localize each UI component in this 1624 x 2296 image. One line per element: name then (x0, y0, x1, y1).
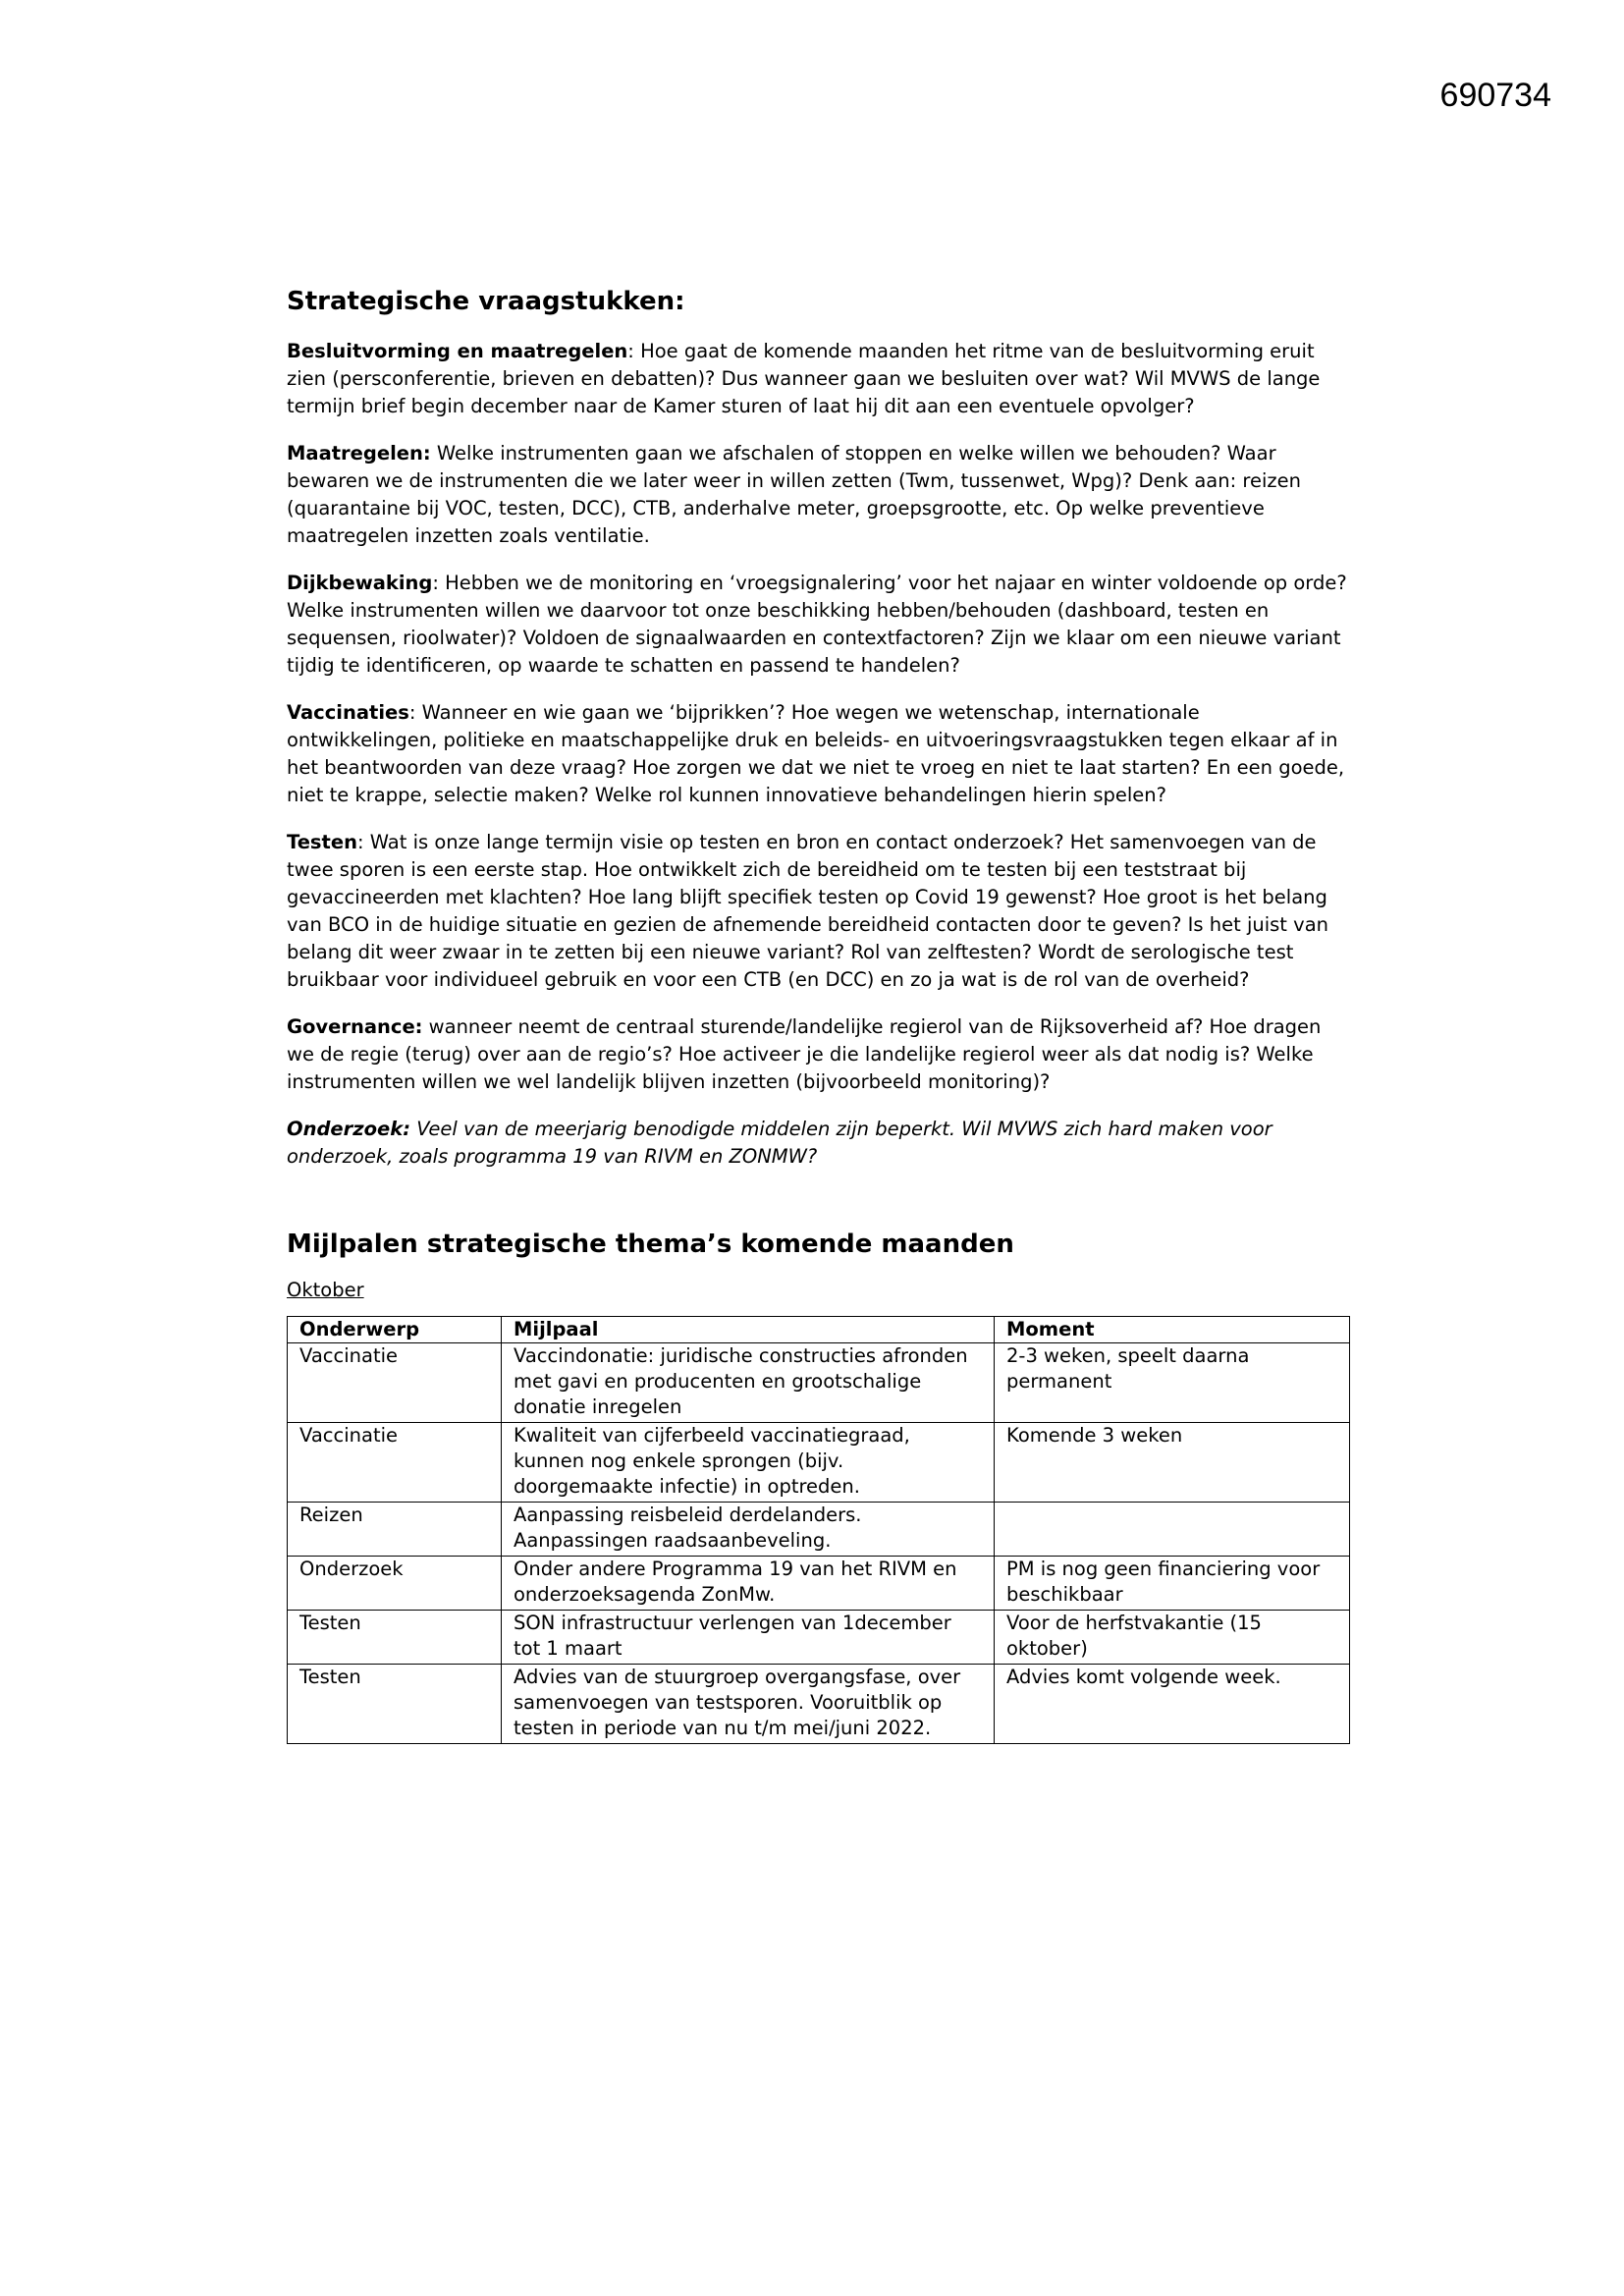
question-paragraph (287, 829, 1349, 994)
cell-mijlpaal: Advies van de stuurgroep overgangsfase, over samenvoegen van testsporen. Vooruitblik op testen in periode van nu t/m mei/juni 2022. (502, 1665, 995, 1744)
question-paragraph (287, 1116, 1349, 1171)
header-onderwerp: Onderwerp (288, 1317, 502, 1343)
paragraph-lead: Besluitvorming en maatregelen (287, 340, 628, 362)
cell-moment: Komende 3 weken (995, 1423, 1350, 1503)
document-number: 690734 (1439, 77, 1551, 114)
cell-moment: 2-3 weken, speelt daarna permanent (995, 1343, 1350, 1423)
cell-onderwerp: Onderzoek (288, 1557, 502, 1611)
paragraph-lead: Governance: (287, 1015, 423, 1038)
cell-onderwerp: Vaccinatie (288, 1343, 502, 1423)
table-row (288, 1503, 1350, 1557)
header-moment: Moment (995, 1317, 1350, 1343)
cell-mijlpaal: SON infrastructuur verlengen van 1december tot 1 maart (502, 1611, 995, 1665)
cell-mijlpaal: Onder andere Programma 19 van het RIVM en onderzoeksagenda ZonMw. (502, 1557, 995, 1611)
cell-onderwerp: Testen (288, 1611, 502, 1665)
paragraph-text: Welke instrumenten gaan we afschalen of stoppen en welke willen we behouden? Waar bewaren we de instrumenten die we later weer in willen zetten (Twm, tussenwet, Wpg)? Denk aan: reizen (quarantaine bij VOC, testen, DCC), CTB, anderhalve meter, groepsgrootte, etc. Op welke preventieve maatregelen inzetten zoals ventilatie. (287, 442, 1301, 547)
month-label: Oktober (287, 1279, 364, 1301)
paragraph-text: Veel van de meerjarig benodigde middelen zijn beperkt. Wil MVWS zich hard maken voor onderzoek, zoals programma 19 van RIVM en ZONMW? (287, 1118, 1272, 1168)
paragraph-text: wanneer neemt de centraal sturende/landelijke regierol van de Rijksoverheid af? Hoe dragen we de regie (terug) over aan de regio’s? Hoe activeer je die landelijke regierol weer als dat nodig is? Welke instrumenten willen we wel landelijk blijven inzetten (bijvoorbeeld monitoring)? (287, 1015, 1322, 1093)
table-row (288, 1343, 1350, 1423)
table-row (288, 1611, 1350, 1665)
paragraph-text: : Wat is onze lange termijn visie op testen en bron en contact onderzoek? Het samenvoegen van de twee sporen is een eerste stap. Hoe ontwikkelt zich de bereidheid om te testen bij een teststraat bij gevaccineerden met klachten? Hoe lang blijft specifiek testen op Covid 19 gewenst? Hoe groot is het belang van BCO in de huidige situatie en gezien de afnemende bereidheid contacten door te geven? Is het juist van belang dit weer zwaar in te zetten bij een nieuwe variant? Rol van zelftesten? Wordt de serologische test bruikbaar voor individueel gebruik en voor een CTB (en DCC) en zo ja wat is de rol van de overheid? (287, 831, 1328, 991)
cell-mijlpaal: Aanpassing reisbeleid derdelanders. Aanpassingen raadsaanbeveling. (502, 1503, 995, 1557)
paragraph-text: : Hebben we de monitoring en ‘vroegsignalering’ voor het najaar en winter voldoende op orde? Welke instrumenten willen we daarvoor tot onze beschikking hebben/behouden (dashboard, testen en sequensen, rioolwater)? Voldoen de signaalwaarden en contextfactoren? Zijn we klaar om een nieuwe variant tijdig te identificeren, op waarde te schatten en passend te handelen? (287, 572, 1347, 677)
cell-onderwerp: Reizen (288, 1503, 502, 1557)
cell-onderwerp: Vaccinatie (288, 1423, 502, 1503)
table-row (288, 1423, 1350, 1503)
milestones-table (287, 1316, 1350, 1744)
table-row (288, 1557, 1350, 1611)
paragraph-lead: Dijkbewaking (287, 572, 433, 594)
cell-moment (995, 1503, 1350, 1557)
paragraph-lead: Testen (287, 831, 357, 853)
header-mijlpaal: Mijlpaal (502, 1317, 995, 1343)
paragraph-lead: Onderzoek: (287, 1118, 410, 1140)
cell-mijlpaal: Vaccindonatie: juridische constructies afronden met gavi en producenten en grootschalige donatie inregelen (502, 1343, 995, 1423)
document-body (287, 285, 1349, 1744)
paragraph-lead: Vaccinaties (287, 701, 409, 724)
strategic-questions-list (287, 338, 1349, 1171)
paragraph-text: : Wanneer en wie gaan we ‘bijprikken’? Hoe wegen we wetenschap, internationale ontwikkelingen, politieke en maatschappelijke druk en beleids- en uitvoeringsvraagstukken tegen elkaar af in het beantwoorden van deze vraag? Hoe zorgen we dat we niet te vroeg en niet te laat starten? En een goede, niet te krappe, selectie maken? Welke rol kunnen innovatieve behandelingen hierin spelen? (287, 701, 1345, 806)
question-paragraph (287, 570, 1349, 680)
strategic-questions-heading: Strategische vraagstukken: (287, 287, 685, 316)
table-row (288, 1665, 1350, 1744)
cell-moment: PM is nog geen financiering voor beschikbaar (995, 1557, 1350, 1611)
paragraph-text: : Hoe gaat de komende maanden het ritme van de besluitvorming eruit zien (persconferentie, brieven en debatten)? Dus wanneer gaan we besluiten over wat? Wil MVWS de lange termijn brief begin december naar de Kamer sturen of laat hij dit aan een eventuele opvolger? (287, 340, 1321, 417)
paragraph-lead: Maatregelen: (287, 442, 431, 465)
cell-onderwerp: Testen (288, 1665, 502, 1744)
milestones-heading: Mijlpalen strategische thema’s komende maanden (287, 1230, 1014, 1259)
cell-moment: Voor de herfstvakantie (15 oktober) (995, 1611, 1350, 1665)
question-paragraph (287, 1013, 1349, 1096)
question-paragraph (287, 338, 1349, 420)
cell-moment: Advies komt volgende week. (995, 1665, 1350, 1744)
question-paragraph (287, 440, 1349, 550)
table-header-row (288, 1317, 1350, 1343)
question-paragraph (287, 699, 1349, 809)
cell-mijlpaal: Kwaliteit van cijferbeeld vaccinatiegraad, kunnen nog enkele sprongen (bijv. doorgemaakte infectie) in optreden. (502, 1423, 995, 1503)
